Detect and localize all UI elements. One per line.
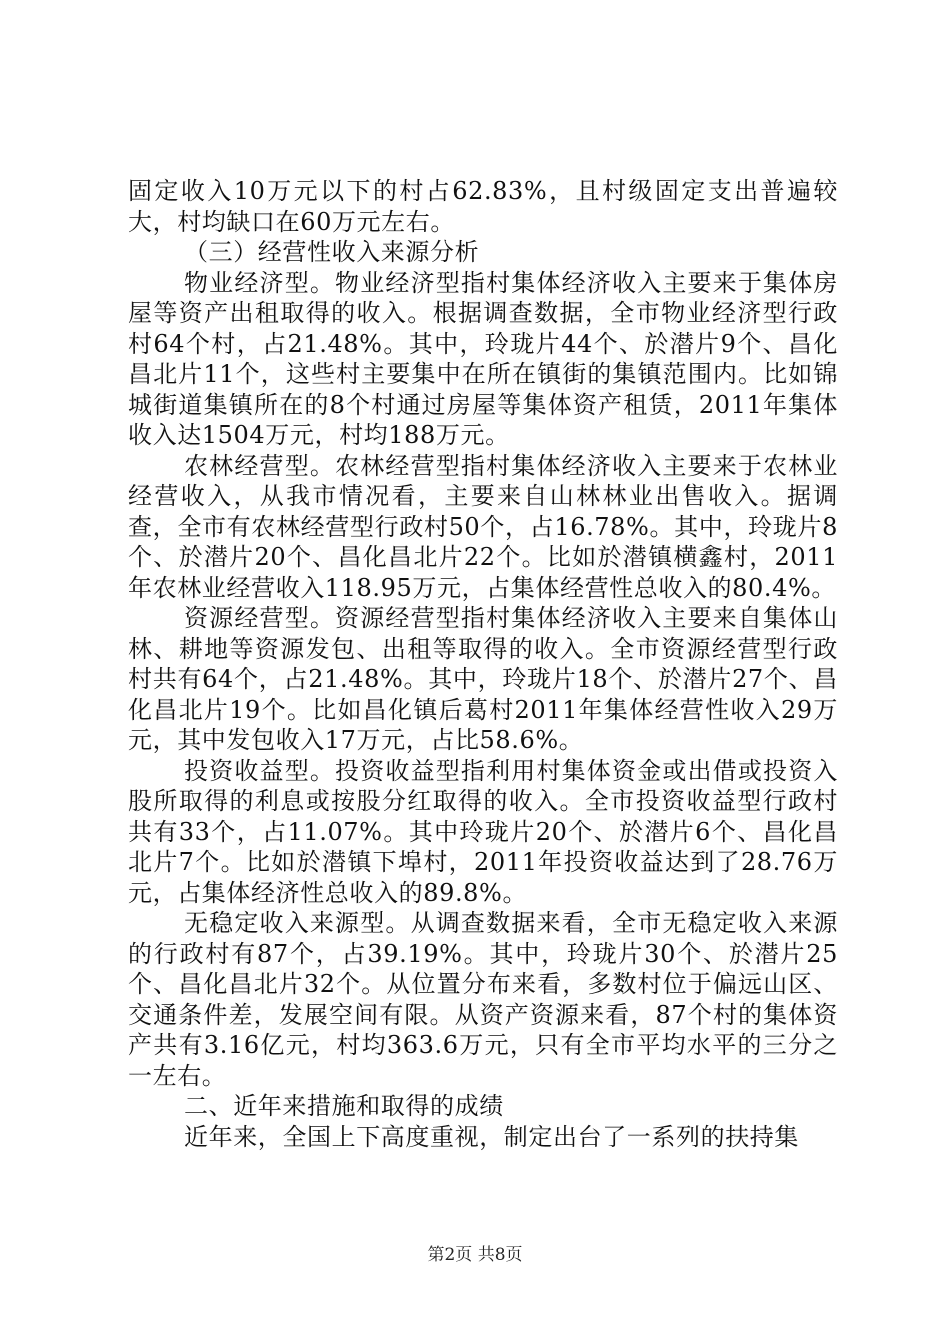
document-body	[128, 176, 838, 1152]
paragraph-investment-income: 投资收益型。投资收益型指利用村集体资金或出借或投资入股所取得的利息或按股分红取得的收入。全市投资收益型行政村共有33个，占11.07%。其中玲珑片20个、於潜片6个、昌化昌北片7个。比如於潜镇下埠村，2011年投资收益达到了28.76万元，占集体经济性总收入的89.8%。	[128, 756, 838, 907]
paragraph-agroforestry: 农林经营型。农林经营型指村集体经济收入主要来于农林业经营收入，从我市情况看，主要来自山林林业出售收入。据调查，全市有农林经营型行政村50个，占16.78%。其中，玲珑片8个、於潜片20个、昌化昌北片22个。比如於潜镇横鑫村，2011年农林业经营收入118.95万元，占集体经营性总收入的80.4%。	[128, 451, 838, 602]
section-heading-measures: 二、近年来措施和取得的成绩	[184, 1092, 504, 1120]
page-number-footer: 第2页 共8页	[427, 1245, 523, 1265]
paragraph-resource-operation: 资源经营型。资源经营型指村集体经济收入主要来自集体山林、耕地等资源发包、出租等取得的收入。全市资源经营型行政村共有64个，占21.48%。其中，玲珑片18个、於潜片27个、昌化昌北片19个。比如昌化镇后葛村2011年集体经营性收入29万元，其中发包收入17万元，占比58.6%。	[128, 604, 838, 754]
paragraph-fixed-income-continuation: 固定收入10万元以下的村占62.83%，且村级固定支出普遍较大，村均缺口在60万元左右。	[128, 177, 838, 236]
section-heading-operating-income: （三）经营性收入来源分析	[184, 238, 480, 266]
paragraph-recent-years: 近年来，全国上下高度重视，制定出台了一系列的扶持集	[184, 1122, 799, 1151]
paragraph-no-stable-income: 无稳定收入来源型。从调查数据来看，全市无稳定收入来源的行政村有87个，占39.19%。其中，玲珑片30个、於潜片25个、昌化昌北片32个。从位置分布来看，多数村位于偏远山区、交通条件差，发展空间有限。从资产资源来看，87个村的集体资产共有3.16亿元，村均363.6万元，只有全市平均水平的三分之一左右。	[128, 909, 838, 1090]
paragraph-property-economy: 物业经济型。物业经济型指村集体经济收入主要来于集体房屋等资产出租取得的收入。根据调查数据，全市物业经济型行政村64个村，占21.48%。其中，玲珑片44个、於潜片9个、昌化昌北片11个，这些村主要集中在所在镇街的集镇范围内。比如锦城街道集镇所在的8个村通过房屋等集体资产租赁，2011年集体收入达1504万元，村均188万元。	[128, 268, 838, 449]
